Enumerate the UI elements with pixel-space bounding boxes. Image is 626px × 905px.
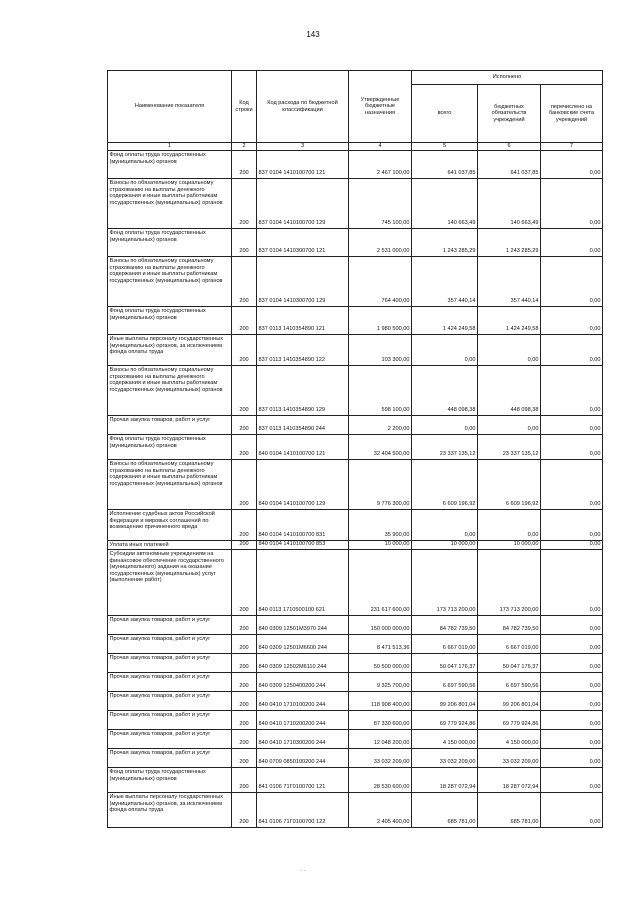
- row-executed-total: 1 243 285,29: [412, 229, 478, 257]
- row-classification: 840 0309 12502M6110 244: [257, 654, 349, 673]
- row-executed-obligations: 0,00: [478, 416, 541, 435]
- header-approved: Утвержденные бюджетные назначения: [349, 71, 412, 143]
- row-executed-total: 6 697 590,56: [412, 673, 478, 692]
- row-transferred: 0,00: [541, 229, 603, 257]
- column-number: 6: [478, 143, 541, 151]
- row-code: 200: [232, 541, 257, 550]
- row-name: Субсидии автономным учреждениям на финансовое обеспечение государственного (муниципального) задания на оказание государственных (муниципальных) услуг (выполнение работ): [108, 550, 232, 616]
- row-executed-obligations: 18 287 072,94: [478, 768, 541, 793]
- row-approved: 9 776 300,00: [349, 460, 412, 510]
- row-transferred: 0,00: [541, 749, 603, 768]
- row-name: Взносы по обязательному социальному страхованию на выплаты денежного содержания и иные выплаты работникам государственных (муниципальных) органов: [108, 460, 232, 510]
- table-row: [108, 550, 603, 616]
- row-approved: 598 100,00: [349, 366, 412, 416]
- row-executed-obligations: 84 782 739,50: [478, 616, 541, 635]
- row-approved: 9 325 700,00: [349, 673, 412, 692]
- row-name: Фонд оплаты труда государственных (муниципальных) органов: [108, 151, 232, 179]
- row-transferred: 0,00: [541, 366, 603, 416]
- row-executed-obligations: 0,00: [478, 335, 541, 366]
- row-executed-obligations: 173 713 200,00: [478, 550, 541, 616]
- row-code: 200: [232, 435, 257, 460]
- row-name: Прочая закупка товаров, работ и услуг: [108, 749, 232, 768]
- row-code: 200: [232, 711, 257, 730]
- row-transferred: 0,00: [541, 307, 603, 335]
- row-executed-total: 357 440,14: [412, 257, 478, 307]
- row-name: Фонд оплаты труда государственных (муниципальных) органов: [108, 768, 232, 793]
- row-classification: 840 0104 1410100700 831: [257, 510, 349, 541]
- row-approved: 12 048 200,00: [349, 730, 412, 749]
- row-transferred: 0,00: [541, 616, 603, 635]
- row-code: 200: [232, 793, 257, 828]
- table-row: [108, 179, 603, 229]
- row-name: Прочая закупка товаров, работ и услуг: [108, 616, 232, 635]
- row-classification: 841 0106 71Г0100700 121: [257, 768, 349, 793]
- row-transferred: 0,00: [541, 635, 603, 654]
- row-executed-obligations: 0,00: [478, 510, 541, 541]
- column-number: 4: [349, 143, 412, 151]
- table-row: [108, 229, 603, 257]
- row-transferred: 0,00: [541, 550, 603, 616]
- table-row: [108, 692, 603, 711]
- row-approved: 118 908 400,00: [349, 692, 412, 711]
- column-number: 1: [108, 143, 232, 151]
- row-code: 200: [232, 768, 257, 793]
- row-executed-obligations: 685 781,00: [478, 793, 541, 828]
- table-row: [108, 335, 603, 366]
- row-approved: 10 000,00: [349, 541, 412, 550]
- row-classification: 840 0104 1410100700 129: [257, 460, 349, 510]
- row-classification: 837 0104 1410100700 129: [257, 179, 349, 229]
- row-approved: 32 404 500,00: [349, 435, 412, 460]
- row-classification: 840 0309 1250400200 244: [257, 673, 349, 692]
- footer-mark: . .: [300, 866, 306, 873]
- row-name: Прочая закупка товаров, работ и услуг: [108, 416, 232, 435]
- row-code: 200: [232, 730, 257, 749]
- row-transferred: 0,00: [541, 435, 603, 460]
- row-code: 200: [232, 257, 257, 307]
- row-name: Прочая закупка товаров, работ и услуг: [108, 692, 232, 711]
- row-transferred: 0,00: [541, 335, 603, 366]
- row-code: 200: [232, 550, 257, 616]
- row-approved: 2 531 000,00: [349, 229, 412, 257]
- column-number: 3: [257, 143, 349, 151]
- row-executed-total: 448 098,38: [412, 366, 478, 416]
- row-code: 200: [232, 510, 257, 541]
- row-name: Фонд оплаты труда государственных (муниципальных) органов: [108, 229, 232, 257]
- row-approved: 2 467 100,00: [349, 151, 412, 179]
- table-row: [108, 435, 603, 460]
- row-executed-total: 0,00: [412, 335, 478, 366]
- row-name: Фонд оплаты труда государственных (муниципальных) органов: [108, 307, 232, 335]
- row-name: Взносы по обязательному социальному страхованию на выплаты денежного содержания и иные выплаты работникам государственных (муниципальных) органов: [108, 366, 232, 416]
- row-name: Прочая закупка товаров, работ и услуг: [108, 711, 232, 730]
- row-approved: 231 617 600,00: [349, 550, 412, 616]
- row-executed-obligations: 357 440,14: [478, 257, 541, 307]
- row-code: 200: [232, 229, 257, 257]
- table-row: [108, 541, 603, 550]
- row-executed-total: 50 047 176,37: [412, 654, 478, 673]
- row-classification: 837 0113 1410354890 122: [257, 335, 349, 366]
- row-transferred: 0,00: [541, 460, 603, 510]
- row-name: Прочая закупка товаров, работ и услуг: [108, 635, 232, 654]
- row-executed-obligations: 99 206 801,04: [478, 692, 541, 711]
- row-code: 200: [232, 635, 257, 654]
- row-executed-total: 99 206 801,04: [412, 692, 478, 711]
- table-row: [108, 654, 603, 673]
- row-approved: 28 530 600,00: [349, 768, 412, 793]
- header-row-code: Код строки: [232, 71, 257, 143]
- row-executed-obligations: 6 667 019,00: [478, 635, 541, 654]
- row-code: 200: [232, 654, 257, 673]
- row-executed-total: 140 663,49: [412, 179, 478, 229]
- row-classification: 840 0709 0850100200 244: [257, 749, 349, 768]
- row-transferred: 0,00: [541, 768, 603, 793]
- row-code: 200: [232, 692, 257, 711]
- row-executed-obligations: 50 047 176,37: [478, 654, 541, 673]
- row-code: 200: [232, 616, 257, 635]
- row-name: Уплата иных платежей: [108, 541, 232, 550]
- row-transferred: 0,00: [541, 541, 603, 550]
- column-number-row: [108, 143, 603, 151]
- row-executed-obligations: 6 697 590,56: [478, 673, 541, 692]
- table-row: [108, 257, 603, 307]
- row-classification: 840 0309 12501M6600 244: [257, 635, 349, 654]
- row-code: 200: [232, 416, 257, 435]
- row-classification: 840 0113 1710500100 621: [257, 550, 349, 616]
- row-transferred: 0,00: [541, 257, 603, 307]
- header-budget-obligations: бюджетных обязательств учреждений: [478, 85, 541, 143]
- row-executed-obligations: 69 779 924,86: [478, 711, 541, 730]
- row-executed-total: 173 713 200,00: [412, 550, 478, 616]
- row-approved: 33 032 209,00: [349, 749, 412, 768]
- row-approved: 35 900,00: [349, 510, 412, 541]
- row-transferred: 0,00: [541, 151, 603, 179]
- row-code: 200: [232, 460, 257, 510]
- row-executed-total: 69 779 924,86: [412, 711, 478, 730]
- header-name: Наименование показателя: [108, 71, 232, 143]
- table-row: [108, 366, 603, 416]
- row-classification: 840 0104 1410100700 121: [257, 435, 349, 460]
- row-approved: 50 500 000,00: [349, 654, 412, 673]
- table-row: [108, 711, 603, 730]
- row-executed-total: 84 782 739,50: [412, 616, 478, 635]
- row-name: Иные выплаты персоналу государственных (муниципальных) органов, за исключением фонда оплаты труда: [108, 335, 232, 366]
- row-executed-obligations: 33 032 209,00: [478, 749, 541, 768]
- row-approved: 8 471 513,36: [349, 635, 412, 654]
- row-transferred: 0,00: [541, 654, 603, 673]
- budget-execution-table: [107, 70, 603, 828]
- table-row: [108, 460, 603, 510]
- row-executed-total: 641 037,85: [412, 151, 478, 179]
- table-row: [108, 510, 603, 541]
- row-executed-obligations: 6 609 196,92: [478, 460, 541, 510]
- row-name: Взносы по обязательному социальному страхованию на выплаты денежного содержания и иные выплаты работникам государственных (муниципальных) органов: [108, 257, 232, 307]
- row-executed-total: 1 424 249,58: [412, 307, 478, 335]
- row-executed-total: 33 032 209,00: [412, 749, 478, 768]
- row-approved: 2 200,00: [349, 416, 412, 435]
- row-classification: 841 0106 71Г0100700 122: [257, 793, 349, 828]
- row-transferred: 0,00: [541, 793, 603, 828]
- row-executed-total: 0,00: [412, 510, 478, 541]
- table-row: [108, 730, 603, 749]
- row-executed-obligations: 4 150 000,00: [478, 730, 541, 749]
- row-code: 200: [232, 749, 257, 768]
- table-row: [108, 151, 603, 179]
- table-row: [108, 768, 603, 793]
- row-transferred: 0,00: [541, 416, 603, 435]
- row-executed-total: 685 781,00: [412, 793, 478, 828]
- row-name: Иные выплаты персоналу государственных (муниципальных) органов, за исключением фонда оплаты труда: [108, 793, 232, 828]
- header-total: всего: [412, 85, 478, 143]
- row-transferred: 0,00: [541, 730, 603, 749]
- column-number: 5: [412, 143, 478, 151]
- row-code: 200: [232, 366, 257, 416]
- row-classification: 840 0309 12501M3970 244: [257, 616, 349, 635]
- row-executed-obligations: 448 098,38: [478, 366, 541, 416]
- row-approved: 2 405 400,00: [349, 793, 412, 828]
- row-classification: 837 0113 1410354890 121: [257, 307, 349, 335]
- header-bank-transfers: перечислено на банковские счета учреждений: [541, 85, 603, 143]
- row-executed-obligations: 1 424 249,58: [478, 307, 541, 335]
- row-name: Исполнение судебных актов Российской Федерации и мировых соглашений по возмещению причиненного вреда: [108, 510, 232, 541]
- row-executed-obligations: 10 000,00: [478, 541, 541, 550]
- row-name: Прочая закупка товаров, работ и услуг: [108, 730, 232, 749]
- page-number: 143: [306, 30, 320, 39]
- row-executed-total: 10 000,00: [412, 541, 478, 550]
- row-executed-total: 23 337 135,12: [412, 435, 478, 460]
- row-approved: 150 000 000,00: [349, 616, 412, 635]
- row-classification: 840 0410 1710200200 244: [257, 711, 349, 730]
- row-classification: 837 0113 1410354890 244: [257, 416, 349, 435]
- row-classification: 840 0104 1410100700 853: [257, 541, 349, 550]
- row-executed-obligations: 641 037,85: [478, 151, 541, 179]
- table-row: [108, 749, 603, 768]
- header-classification: Код расхода по бюджетной классификации: [257, 71, 349, 143]
- row-name: Прочая закупка товаров, работ и услуг: [108, 654, 232, 673]
- column-number: 2: [232, 143, 257, 151]
- table-row: [108, 416, 603, 435]
- row-executed-total: 4 150 000,00: [412, 730, 478, 749]
- table-row: [108, 793, 603, 828]
- table-row: [108, 635, 603, 654]
- row-executed-obligations: 1 243 285,29: [478, 229, 541, 257]
- row-approved: 103 300,00: [349, 335, 412, 366]
- header-executed: Исполнено: [412, 71, 603, 85]
- row-code: 200: [232, 307, 257, 335]
- row-name: Взносы по обязательному социальному страхованию на выплаты денежного содержания и иные выплаты работникам государственных (муниципальных) органов: [108, 179, 232, 229]
- row-executed-total: 6 667 019,00: [412, 635, 478, 654]
- row-approved: 745 100,00: [349, 179, 412, 229]
- table-row: [108, 307, 603, 335]
- row-executed-total: 18 287 072,94: [412, 768, 478, 793]
- row-transferred: 0,00: [541, 692, 603, 711]
- row-classification: 837 0104 1410300700 129: [257, 257, 349, 307]
- row-classification: 840 0410 1710100200 244: [257, 692, 349, 711]
- row-code: 200: [232, 335, 257, 366]
- row-transferred: 0,00: [541, 510, 603, 541]
- row-classification: 837 0104 1410100700 121: [257, 151, 349, 179]
- row-code: 200: [232, 673, 257, 692]
- row-classification: 837 0113 1410354890 129: [257, 366, 349, 416]
- row-approved: 1 980 500,00: [349, 307, 412, 335]
- row-executed-obligations: 23 337 135,12: [478, 435, 541, 460]
- row-executed-total: 6 609 196,92: [412, 460, 478, 510]
- row-transferred: 0,00: [541, 673, 603, 692]
- row-approved: 87 330 600,00: [349, 711, 412, 730]
- table-body: [108, 151, 603, 828]
- row-executed-total: 0,00: [412, 416, 478, 435]
- row-transferred: 0,00: [541, 711, 603, 730]
- table-row: [108, 616, 603, 635]
- row-code: 200: [232, 179, 257, 229]
- row-executed-obligations: 140 663,49: [478, 179, 541, 229]
- row-name: Прочая закупка товаров, работ и услуг: [108, 673, 232, 692]
- row-classification: 837 0104 1410300700 121: [257, 229, 349, 257]
- row-transferred: 0,00: [541, 179, 603, 229]
- row-code: 200: [232, 151, 257, 179]
- row-classification: 840 0410 1710300200 244: [257, 730, 349, 749]
- row-name: Фонд оплаты труда государственных (муниципальных) органов: [108, 435, 232, 460]
- table-row: [108, 673, 603, 692]
- row-approved: 764 400,00: [349, 257, 412, 307]
- column-number: 7: [541, 143, 603, 151]
